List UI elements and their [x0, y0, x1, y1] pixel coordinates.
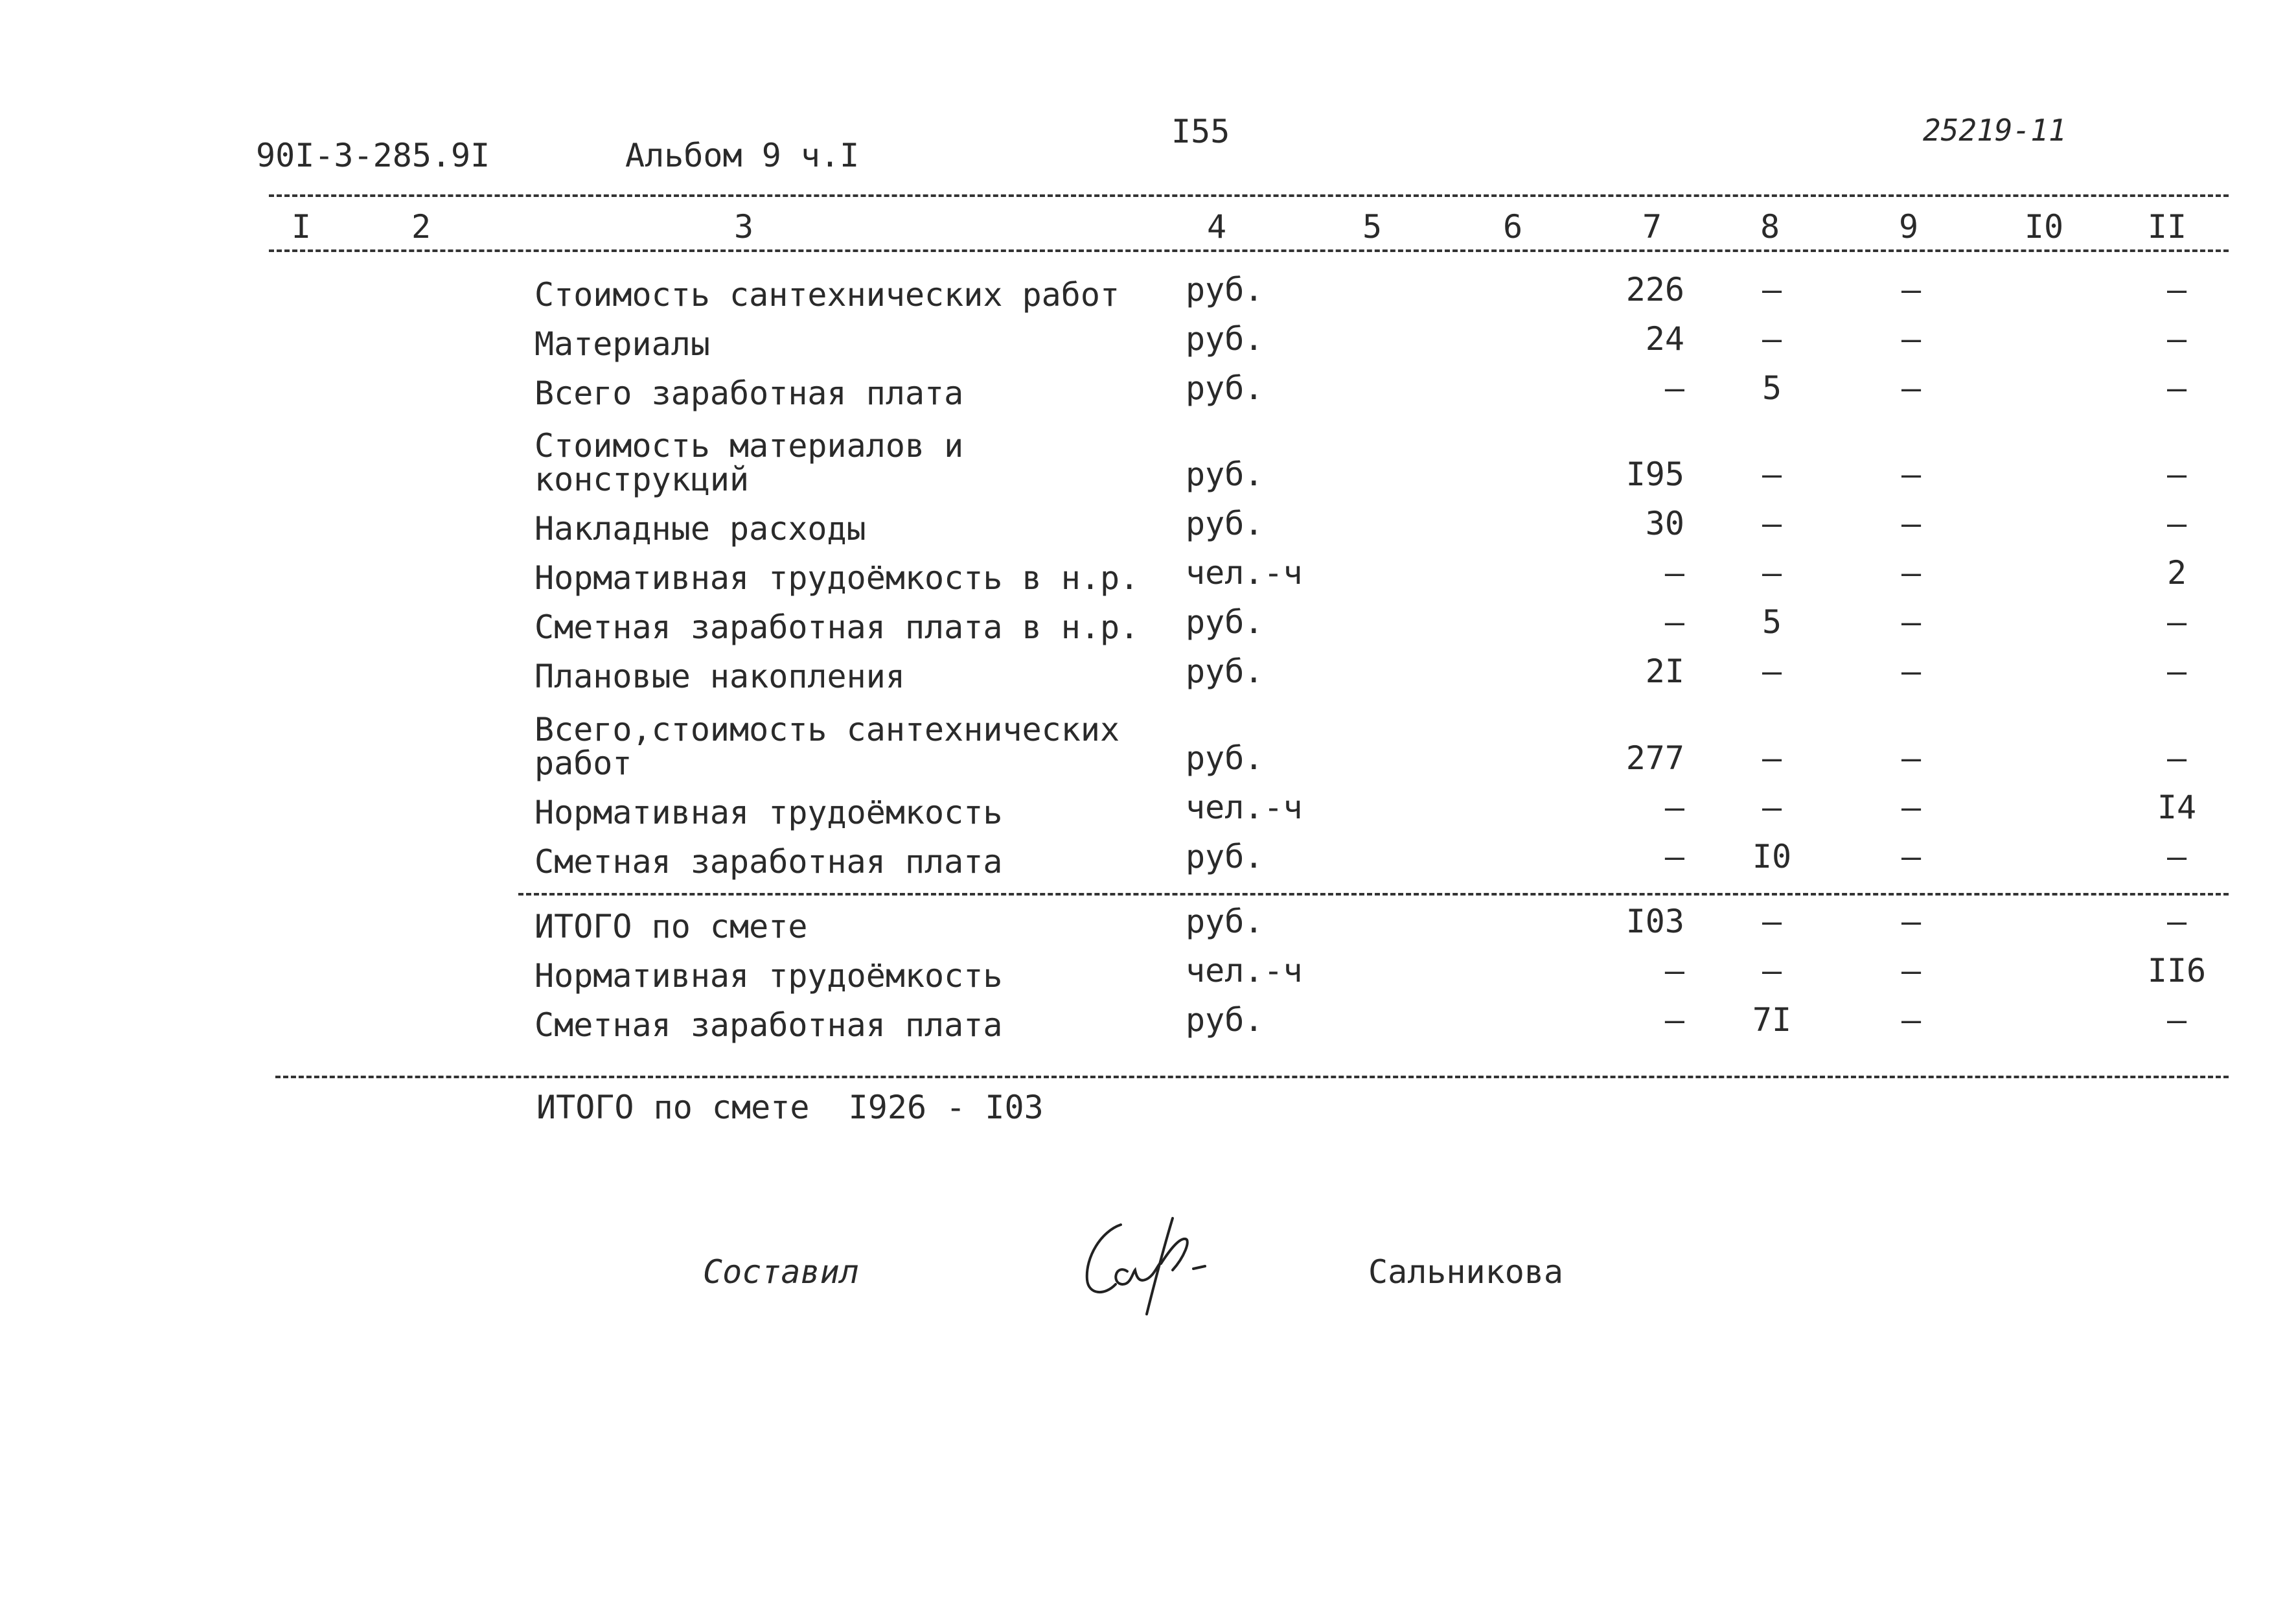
row-name: Нормативная трудоёмкость	[534, 957, 1003, 995]
signature	[1075, 1212, 1244, 1322]
column-header-8: 8	[1760, 208, 1780, 246]
row-col-7: –	[1664, 789, 1684, 826]
column-header-6: 6	[1502, 208, 1523, 246]
row-col-11: I4	[2157, 789, 2197, 826]
row-col-7: I03	[1625, 903, 1684, 940]
row-col-9: –	[1901, 369, 1922, 407]
row-unit: руб.	[1186, 838, 1264, 875]
row-unit: чел.-ч	[1186, 952, 1303, 989]
compiler-name: Сальникова	[1368, 1253, 1564, 1291]
column-header-9: 9	[1898, 208, 1919, 246]
row-name: Сметная заработная плата в н.р.	[534, 608, 1140, 646]
total-separator	[275, 1076, 2229, 1078]
row-col-11: –	[2166, 369, 2187, 407]
row-unit: руб.	[1186, 739, 1264, 777]
row-col-9: –	[1901, 271, 1922, 308]
row-col-9: –	[1901, 505, 1922, 542]
row-unit: руб.	[1186, 1001, 1264, 1039]
compiled-label: Составил	[703, 1253, 859, 1291]
row-col-7: 30	[1645, 505, 1684, 542]
row-col-7: 277	[1625, 739, 1684, 777]
row-name: Нормативная трудоёмкость в н.р.	[534, 559, 1140, 597]
row-col-8: –	[1762, 456, 1782, 493]
row-col-7: –	[1664, 838, 1684, 875]
row-name: Сметная заработная плата	[534, 843, 1003, 881]
row-col-8: –	[1762, 952, 1782, 989]
row-unit: руб.	[1186, 903, 1264, 940]
row-col-7: 2I	[1645, 653, 1684, 690]
row-unit: руб.	[1186, 505, 1264, 542]
header-top-rule	[269, 194, 2229, 197]
column-header-10: I0	[2024, 208, 2064, 246]
row-col-9: –	[1901, 952, 1922, 989]
row-col-9: –	[1901, 603, 1922, 641]
column-header-4: 4	[1206, 208, 1227, 246]
row-col-7: –	[1664, 1001, 1684, 1039]
inventory-number: 25219-11	[1923, 113, 2067, 148]
row-col-9: –	[1901, 320, 1922, 358]
row-col-8: –	[1762, 789, 1782, 826]
row-col-7: I95	[1625, 456, 1684, 493]
row-name: Стоимость материалов и	[534, 427, 964, 465]
row-name: конструкций	[534, 461, 750, 498]
row-unit: чел.-ч	[1186, 789, 1303, 826]
subtotal-separator	[518, 893, 2229, 896]
row-col-8: 5	[1762, 369, 1782, 407]
row-unit: руб.	[1186, 271, 1264, 308]
row-col-11: –	[2166, 903, 2187, 940]
column-header-5: 5	[1362, 208, 1383, 246]
column-header-2: 2	[411, 208, 431, 246]
row-col-7: –	[1664, 369, 1684, 407]
row-col-8: –	[1762, 653, 1782, 690]
row-unit: руб.	[1186, 320, 1264, 358]
row-name: Нормативная трудоёмкость	[534, 794, 1003, 831]
row-col-11: –	[2166, 456, 2187, 493]
row-name: Материалы	[534, 325, 710, 363]
row-col-11: –	[2166, 271, 2187, 308]
row-col-11: –	[2166, 505, 2187, 542]
column-header-3: 3	[733, 208, 754, 246]
row-col-8: 5	[1762, 603, 1782, 641]
row-name: Сметная заработная плата	[534, 1006, 1003, 1044]
row-col-9: –	[1901, 838, 1922, 875]
row-col-11: –	[2166, 603, 2187, 641]
row-name: Плановые накопления	[534, 658, 905, 695]
column-header-11: II	[2147, 208, 2187, 246]
row-col-8: –	[1762, 320, 1782, 358]
row-col-11: –	[2166, 320, 2187, 358]
row-col-11: –	[2166, 1001, 2187, 1039]
row-col-9: –	[1901, 653, 1922, 690]
row-col-8: –	[1762, 271, 1782, 308]
row-col-8: –	[1762, 554, 1782, 592]
row-col-7: 24	[1645, 320, 1684, 358]
row-col-9: –	[1901, 903, 1922, 940]
document-code: 90I-3-285.9I	[256, 137, 490, 174]
row-col-7: –	[1664, 554, 1684, 592]
row-unit: чел.-ч	[1186, 554, 1303, 592]
page-number: I55	[1171, 113, 1230, 150]
row-name: Накладные расходы	[534, 510, 866, 548]
row-name: Всего заработная плата	[534, 375, 964, 412]
row-col-9: –	[1901, 554, 1922, 592]
album-label: Альбом 9 ч.I	[625, 137, 860, 174]
header-bottom-rule	[269, 249, 2229, 252]
row-col-7: 226	[1625, 271, 1684, 308]
row-name: Стоимость сантехнических работ	[534, 276, 1120, 314]
row-col-7: –	[1664, 952, 1684, 989]
row-unit: руб.	[1186, 369, 1264, 407]
column-header-7: 7	[1642, 208, 1662, 246]
row-unit: руб.	[1186, 456, 1264, 493]
grand-total-line: ИТОГО по смете I926 - I03	[536, 1089, 1044, 1126]
row-col-9: –	[1901, 789, 1922, 826]
row-unit: руб.	[1186, 603, 1264, 641]
row-name: ИТОГО по смете	[534, 908, 808, 945]
row-col-11: II6	[2147, 952, 2207, 989]
row-col-8: 7I	[1752, 1001, 1792, 1039]
row-col-9: –	[1901, 456, 1922, 493]
row-col-8: –	[1762, 739, 1782, 777]
row-col-9: –	[1901, 1001, 1922, 1039]
row-name: Всего,стоимость сантехнических	[534, 711, 1120, 748]
row-col-11: –	[2166, 838, 2187, 875]
row-unit: руб.	[1186, 653, 1264, 690]
row-col-8: –	[1762, 903, 1782, 940]
row-col-11: –	[2166, 653, 2187, 690]
row-col-7: –	[1664, 603, 1684, 641]
row-name: работ	[534, 745, 632, 782]
row-col-8: I0	[1752, 838, 1792, 875]
column-header-1: I	[291, 208, 312, 246]
row-col-11: –	[2166, 739, 2187, 777]
row-col-9: –	[1901, 739, 1922, 777]
row-col-11: 2	[2166, 554, 2187, 592]
row-col-8: –	[1762, 505, 1782, 542]
